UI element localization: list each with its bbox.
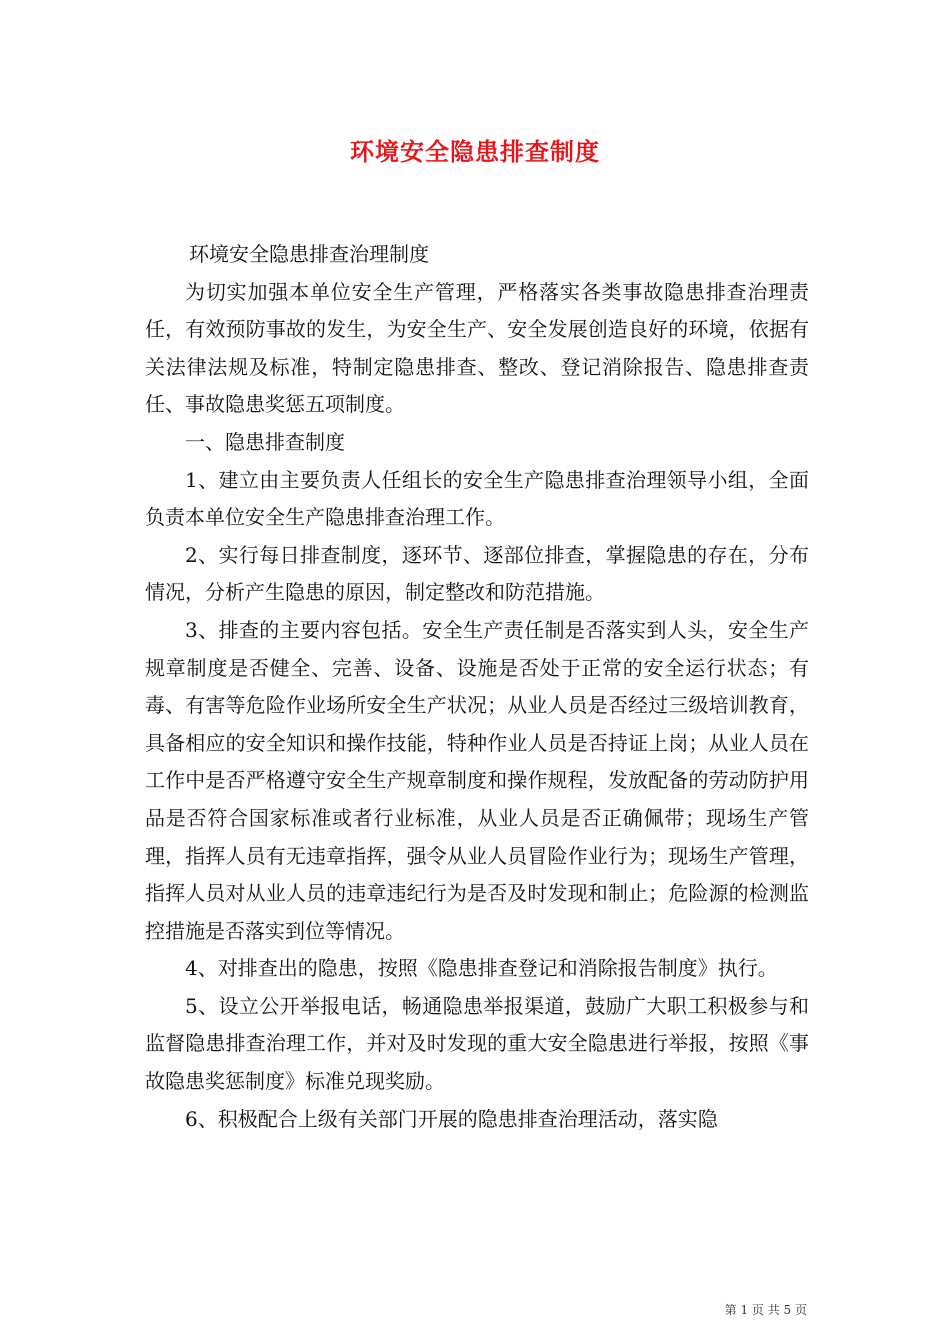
document-title: 环境安全隐患排查制度: [350, 137, 600, 166]
paragraph-item-6: 6、积极配合上级有关部门开展的隐患排查治理活动，落实隐: [185, 1106, 718, 1131]
paragraph-item-3: 3、排查的主要内容包括。安全生产责任制是否落实到人头，安全生产规章制度是否健全、完善、设备、设施是否处于正常的安全运行状态；有毒、有害等危险作业场所安全生产状况；从业人员是否经过三级培训教育，具备相应的安全知识和操作技能，特种作业人员是否持证上岗；从业人员在工作中是否严格遵守安全生产规章制度和操作规程，发放配备的劳动防护用品是否符合国家标准或者行业标准，从业人员是否正确佩带；现场生产管理，指挥人员有无违章指挥，强令从业人员冒险作业行为；现场生产管理，指挥人员对从业人员的违章违纪行为是否及时发现和制止；危险源的检测监控措施是否落实到位等情况。: [145, 617, 809, 943]
paragraph-item-5: 5、设立公开举报电话，畅通隐患举报渠道，鼓励广大职工积极参与和监督隐患排查治理工作，并对及时发现的重大安全隐患进行举报，按照《事故隐患奖惩制度》标准兑现奖励。: [145, 993, 809, 1094]
document-subtitle: 环境安全隐患排查治理制度: [189, 242, 429, 266]
section-heading: 一、隐患排查制度: [185, 429, 345, 454]
paragraph-item-2: 2、实行每日排查制度，逐环节、逐部位排查，掌握隐患的存在，分布情况，分析产生隐患的原因，制定整改和防范措施。: [145, 542, 809, 605]
paragraph-item-4: 4、对排查出的隐患，按照《隐患排查登记和消除报告制度》执行。: [185, 956, 778, 981]
document-body: [145, 236, 809, 1138]
paragraph-item-1: 1、建立由主要负责人任组长的安全生产隐患排查治理领导小组，全面负责本单位安全生产隐患排查治理工作。: [145, 467, 809, 530]
page-number: 第 1 页 共 5 页: [724, 1303, 807, 1317]
paragraph-intro: 为切实加强本单位安全生产管理，严格落实各类事故隐患排查治理责任，有效预防事故的发生，为安全生产、安全发展创造良好的环境，依据有关法律法规及标准，特制定隐患排查、整改、登记消除报告、隐患排查责任、事故隐患奖惩五项制度。: [145, 279, 809, 417]
